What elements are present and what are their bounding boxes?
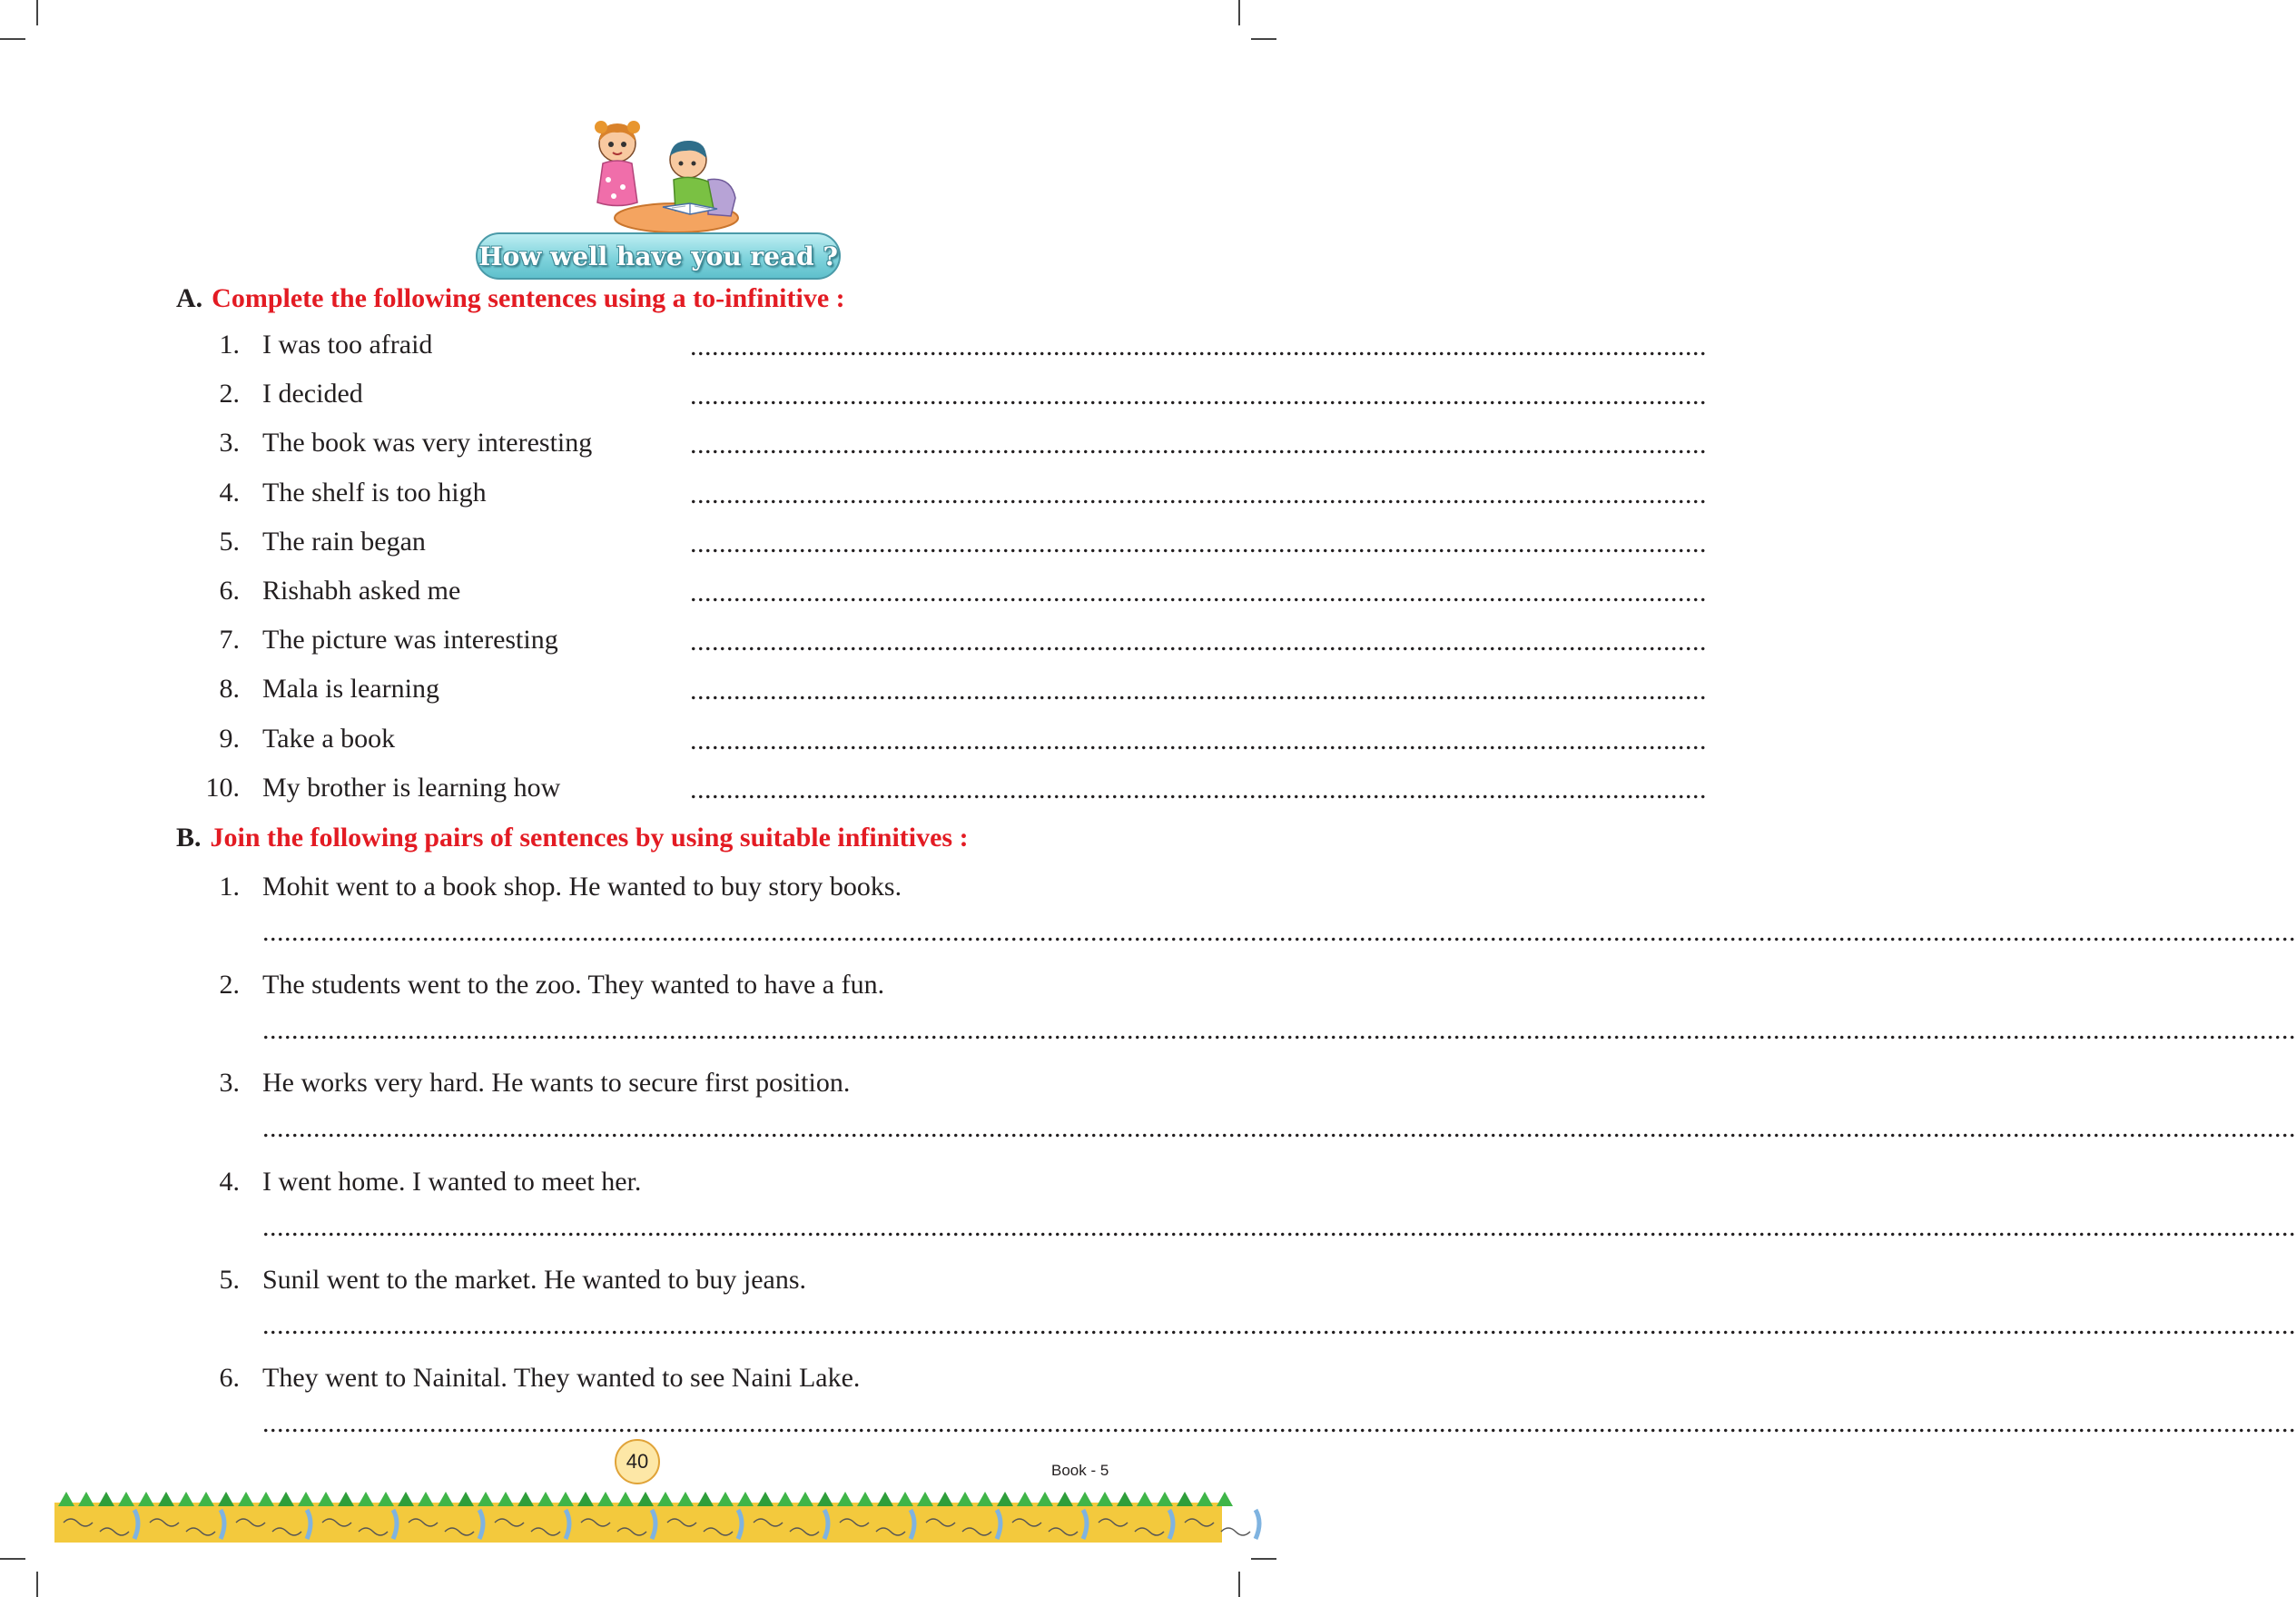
item-sentence: The shelf is too high (262, 478, 487, 508)
item-sentence: Sunil went to the market. He wanted to buy jeans. (262, 1265, 807, 1295)
section-a-heading (176, 283, 845, 314)
section-a-item (0, 625, 1707, 661)
tree-icon (138, 1492, 154, 1506)
item-number: 8. (219, 674, 240, 704)
tree-icon (298, 1492, 314, 1506)
tree-icon (1017, 1492, 1033, 1506)
tree-icon (158, 1492, 174, 1506)
item-sentence: The book was very interesting (262, 428, 593, 458)
crop-mark-bottom-left-h (0, 1558, 25, 1560)
tree-icon (917, 1492, 933, 1506)
item-sentence: The students went to the zoo. They wanted to have a fun. (262, 970, 885, 1000)
item-sentence: Mohit went to a book shop. He wanted to buy story books. (262, 872, 902, 902)
section-a-item (0, 330, 1707, 366)
tree-icon (537, 1492, 554, 1506)
tree-icon (657, 1492, 674, 1506)
tree-icon (78, 1492, 94, 1506)
section-b-item (0, 1363, 1276, 1399)
answer-line[interactable]: ........................................................................................................................................................................................................................................................................................ (262, 1015, 2296, 1045)
section-b-letter: B. (176, 823, 202, 853)
answer-line[interactable]: ........................................................................................................................................................................................................................................................................................ (262, 1408, 2296, 1438)
tree-icon (517, 1492, 534, 1506)
item-sentence: The picture was interesting (262, 625, 558, 655)
section-a-item (0, 773, 1707, 809)
tree-icon (338, 1492, 354, 1506)
answer-blank[interactable]: ............................................................................................................................................ (690, 331, 1707, 361)
tree-icon (1157, 1492, 1173, 1506)
page-number: 40 (615, 1439, 660, 1484)
item-number: 1. (219, 872, 240, 902)
crop-mark-top-right-h (1251, 38, 1276, 40)
item-number: 2. (219, 970, 240, 1000)
section-a-item (0, 478, 1707, 514)
item-number: 3. (219, 1068, 240, 1098)
tree-icon (877, 1492, 893, 1506)
answer-line[interactable]: ........................................................................................................................................................................................................................................................................................ (262, 917, 2296, 947)
answer-blank[interactable]: ............................................................................................................................................ (690, 626, 1707, 656)
crop-mark-bottom-left-v (36, 1572, 38, 1597)
tree-icon (1177, 1492, 1193, 1506)
answer-line[interactable]: ........................................................................................................................................................................................................................................................................................ (262, 1310, 2296, 1340)
tree-icon (1077, 1492, 1093, 1506)
tree-icon (557, 1492, 574, 1506)
section-b-item (0, 872, 1276, 908)
section-b-item (0, 1265, 1276, 1301)
tree-icon (218, 1492, 234, 1506)
book-label: Book - 5 (1051, 1462, 1109, 1479)
item-number: 2. (219, 379, 240, 409)
section-b-heading (176, 823, 969, 853)
item-sentence: They went to Nainital. They wanted to see Naini Lake. (262, 1363, 861, 1393)
tree-icon (458, 1492, 474, 1506)
tree-icon (398, 1492, 414, 1506)
children-reading-illustration (581, 116, 744, 234)
tree-icon (737, 1492, 754, 1506)
answer-line[interactable]: ........................................................................................................................................................................................................................................................................................ (262, 1212, 2296, 1242)
tree-icon (318, 1492, 334, 1506)
section-b-item (0, 970, 1276, 1006)
tree-icon (258, 1492, 274, 1506)
tree-icon (1097, 1492, 1113, 1506)
tree-icon (997, 1492, 1013, 1506)
section-a-item (0, 379, 1707, 415)
tree-icon (777, 1492, 793, 1506)
crop-mark-bottom-right-v (1238, 1572, 1240, 1597)
tree-icon (817, 1492, 833, 1506)
tree-icon (857, 1492, 873, 1506)
crop-mark-top-left-h (0, 38, 25, 40)
tree-icon (178, 1492, 194, 1506)
item-sentence: I was too afraid (262, 330, 433, 360)
tree-icon (98, 1492, 114, 1506)
tree-icon (378, 1492, 394, 1506)
tree-icon (957, 1492, 973, 1506)
tree-icon (238, 1492, 254, 1506)
tree-icon (478, 1492, 494, 1506)
tree-icon (1217, 1492, 1233, 1506)
section-a-item (0, 428, 1707, 464)
item-sentence: Rishabh asked me (262, 576, 461, 606)
item-number: 3. (219, 428, 240, 458)
section-a-instruction: Complete the following sentences using a to-infinitive : (212, 283, 845, 313)
tree-icon (118, 1492, 134, 1506)
tree-icon (717, 1492, 734, 1506)
tree-icon (797, 1492, 813, 1506)
item-sentence: Take a book (262, 724, 396, 754)
section-a-item (0, 527, 1707, 563)
item-number: 7. (219, 625, 240, 655)
item-sentence: My brother is learning how (262, 773, 561, 803)
tree-icon (897, 1492, 913, 1506)
section-b-item (0, 1167, 1276, 1203)
item-sentence: I went home. I wanted to meet her. (262, 1167, 642, 1197)
answer-blank[interactable]: ............................................................................................................................................ (690, 479, 1707, 509)
tree-icon (617, 1492, 634, 1506)
tree-icon (1197, 1492, 1213, 1506)
tree-icon (418, 1492, 434, 1506)
crop-mark-top-left-v (36, 0, 38, 25)
answer-blank[interactable]: ............................................................................................................................................ (690, 429, 1707, 459)
stream-icon (1256, 1510, 1259, 1539)
answer-blank[interactable]: ............................................................................................................................................ (690, 675, 1707, 705)
item-sentence: Mala is learning (262, 674, 439, 704)
answer-blank[interactable]: ............................................................................................................................................ (690, 380, 1707, 410)
tree-icon (438, 1492, 454, 1506)
tree-icon (577, 1492, 594, 1506)
tree-icon (278, 1492, 294, 1506)
tree-icon (677, 1492, 694, 1506)
item-sentence: I decided (262, 379, 363, 409)
tree-icon (937, 1492, 953, 1506)
answer-blank[interactable]: ............................................................................................................................................ (690, 577, 1707, 607)
section-a-item (0, 576, 1707, 612)
answer-blank[interactable]: ............................................................................................................................................ (690, 528, 1707, 558)
tree-icon (1137, 1492, 1153, 1506)
tree-icon (977, 1492, 993, 1506)
crop-mark-bottom-right-h (1251, 1558, 1276, 1560)
tree-icon (1117, 1492, 1133, 1506)
tree-icon (597, 1492, 614, 1506)
item-sentence: The rain began (262, 527, 426, 557)
tree-icon (697, 1492, 714, 1506)
item-number: 1. (219, 330, 240, 360)
tree-icon (358, 1492, 374, 1506)
item-number: 5. (219, 1265, 240, 1295)
tree-icon (637, 1492, 654, 1506)
tree-icon (58, 1492, 74, 1506)
item-number: 6. (219, 576, 240, 606)
item-number: 4. (219, 478, 240, 508)
tree-icon (757, 1492, 774, 1506)
section-banner: How well have you read ? (476, 232, 841, 280)
item-number: 5. (219, 527, 240, 557)
tree-icon (1037, 1492, 1053, 1506)
tree-icon (198, 1492, 214, 1506)
item-sentence: He works very hard. He wants to secure first position. (262, 1068, 851, 1098)
answer-blank[interactable]: ............................................................................................................................................ (690, 774, 1707, 804)
crop-mark-top-right-v (1238, 0, 1240, 25)
answer-line[interactable]: ........................................................................................................................................................................................................................................................................................ (262, 1113, 2296, 1143)
item-number: 6. (219, 1363, 240, 1393)
section-a-item (0, 674, 1707, 710)
section-a-item (0, 724, 1707, 760)
tree-icon (1057, 1492, 1073, 1506)
item-number: 9. (219, 724, 240, 754)
section-a-letter: A. (176, 283, 203, 313)
tree-icon (498, 1492, 514, 1506)
item-number: 10. (205, 773, 240, 803)
section-b-instruction: Join the following pairs of sentences by using suitable infinitives : (210, 823, 969, 853)
section-b-item (0, 1068, 1276, 1104)
tree-icon (837, 1492, 853, 1506)
answer-blank[interactable]: ............................................................................................................................................ (690, 725, 1707, 755)
item-number: 4. (219, 1167, 240, 1197)
